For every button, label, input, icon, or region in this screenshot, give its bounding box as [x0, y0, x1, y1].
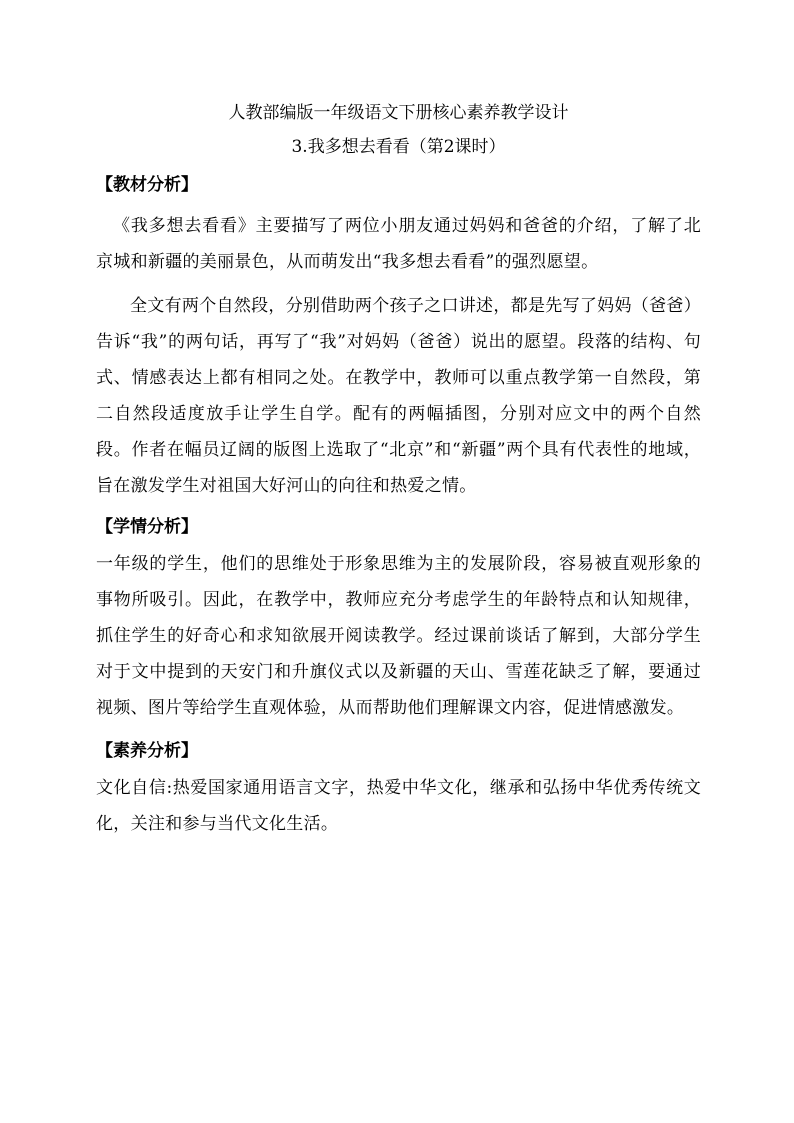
student-analysis-paragraph: 一年级的学生，他们的思维处于形象思维为主的发展阶段，容易被直观形象的事物所吸引。因此，在教学中，教师应充分考虑学生的年龄特点和认知规律，抓住学生的好奇心和求知欲展开阅读教学。经过课前谈话了解到，大部分学生对于文中提到的天安门和升旗仪式以及新疆的天山、雪莲花缺乏了解，要通过视频、图片等给学生直观体验，从而帮助他们理解课文内容，促进情感激发。	[96, 554, 701, 718]
document-page	[96, 100, 701, 842]
textbook-analysis-paragraph-2: 全文有两个自然段，分别借助两个孩子之口讲述，都是先写了妈妈（爸爸）告诉“我”的两句话，再写了“我”对妈妈（爸爸）说出的愿望。段落的结构、句式、情感表达上都有相同之处。在教学中，教师可以重点教学第一自然段，第二自然段适度放手让学生自学。配有的两幅插图，分别对应文中的两个自然段。作者在幅员辽阔的版图上选取了“北京”和“新疆”两个具有代表性的地域，旨在激发学生对祖国大好河山的向往和热爱之情。	[96, 296, 701, 496]
section-heading-textbook-analysis: 【教材分析】	[96, 175, 198, 195]
section-heading-literacy-analysis: 【素养分析】	[96, 741, 198, 761]
section-heading-student-analysis: 【学情分析】	[96, 517, 198, 537]
document-title: 人教部编版一年级语文下册核心素养教学设计	[228, 103, 569, 123]
lesson-subtitle: 3.我多想去看看（第2课时）	[291, 137, 506, 157]
literacy-analysis-paragraph: 文化自信:热爱国家通用语言文字，热爱中华文化，继承和弘扬中华优秀传统文化，关注和参与当代文化生活。	[96, 778, 701, 834]
textbook-analysis-paragraph-1: 《我多想去看看》主要描写了两位小朋友通过妈妈和爸爸的介绍，了解了北京城和新疆的美丽景色，从而萌发出“我多想去看看”的强烈愿望。	[96, 216, 701, 272]
